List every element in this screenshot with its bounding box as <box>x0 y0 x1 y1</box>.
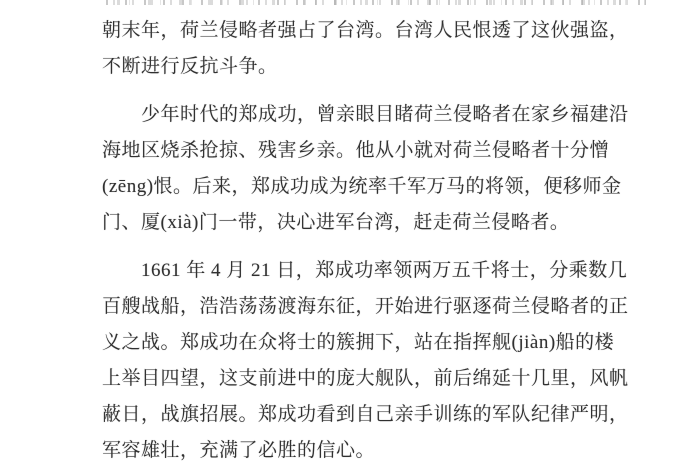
text-line: 蔽日，战旗招展。郑成功看到自己亲手训练的军队纪律严明， <box>102 404 629 425</box>
text-line: 军容雄壮，充满了必胜的信心。 <box>102 440 376 461</box>
text-line: 不断进行反抗斗争。 <box>102 56 278 77</box>
text-line: 1661 年 4 月 21 日，郑成功率领两万五千将士，分乘数几 <box>141 260 628 281</box>
document-text-block <box>102 13 629 469</box>
text-line: 义之战。郑成功在众将士的簇拥下，站在指挥舰(jiàn)船的楼 <box>102 332 615 353</box>
text-line: 朝末年，荷兰侵略者强占了台湾。台湾人民恨透了这伙强盗， <box>102 20 629 41</box>
text-line: 海地区烧杀抢掠、残害乡亲。他从小就对荷兰侵略者十分憎 <box>102 140 610 161</box>
text-line: 门、厦(xià)门一带，决心进军台湾，赶走荷兰侵略者。 <box>102 212 570 233</box>
clipped-text-line-top <box>106 0 646 5</box>
text-line: (zēng)恨。后来，郑成功成为统率千军万马的将领，便移师金 <box>102 176 622 197</box>
text-line: 少年时代的郑成功，曾亲眼目睹荷兰侵略者在家乡福建沿 <box>141 104 629 125</box>
text-line: 百艘战船，浩浩荡荡渡海东征，开始进行驱逐荷兰侵略者的正 <box>102 296 629 317</box>
text-line: 上举目四望，这支前进中的庞大舰队，前后绵延十几里，风帆 <box>102 368 629 389</box>
